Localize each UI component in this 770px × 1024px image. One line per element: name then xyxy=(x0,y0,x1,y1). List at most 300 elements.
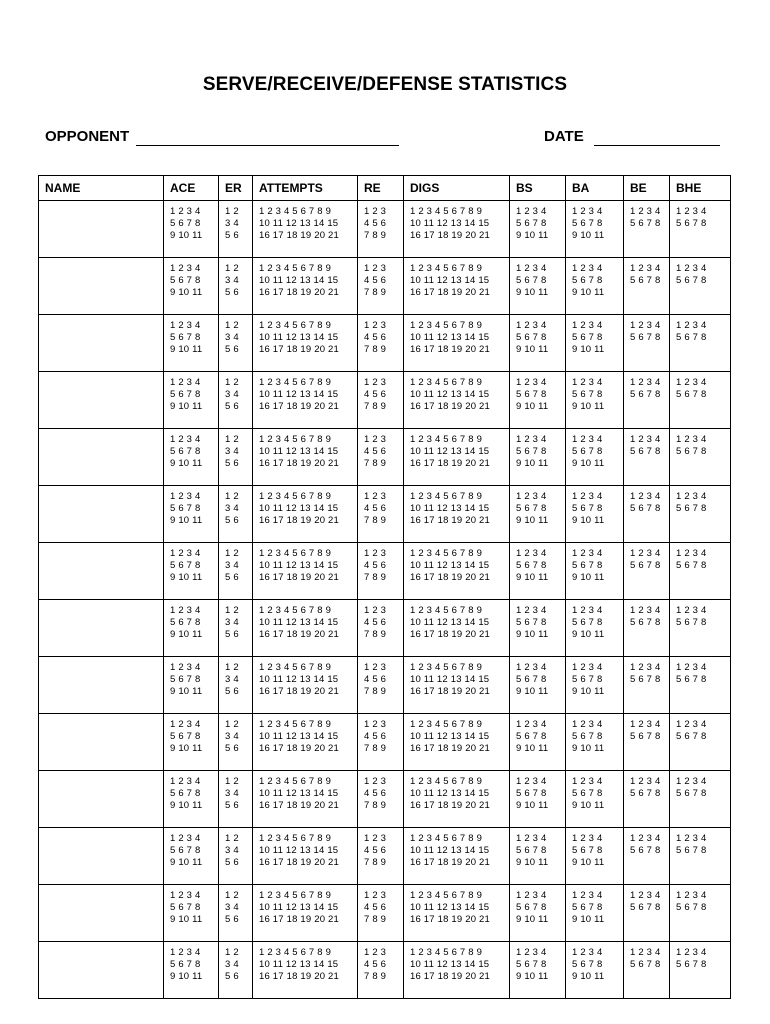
tally-numbers: 5 6 7 8 xyxy=(630,959,661,970)
tally-numbers: 1 2 3 4 xyxy=(676,320,707,331)
tally-numbers: 5 6 7 8 xyxy=(572,845,603,856)
tally-numbers: 1 2 3 4 xyxy=(572,263,603,274)
bs-cell[interactable] xyxy=(510,771,566,828)
bs-cell[interactable] xyxy=(510,315,566,372)
tally-numbers: 1 2 3 4 5 6 7 8 9 xyxy=(259,206,332,217)
digs-cell[interactable] xyxy=(404,885,510,942)
table-row xyxy=(39,486,731,543)
tally-numbers: 1 2 3 4 xyxy=(170,833,201,844)
tally-numbers: 1 2 3 4 xyxy=(630,776,661,787)
table-row xyxy=(39,429,731,486)
name-cell[interactable] xyxy=(39,942,164,999)
er-cell[interactable] xyxy=(219,828,253,885)
attempts-cell[interactable] xyxy=(253,372,358,429)
re-cell[interactable] xyxy=(358,885,404,942)
tally-numbers: 5 6 7 8 xyxy=(572,959,603,970)
tally-numbers: 3 4 xyxy=(225,617,239,628)
re-cell[interactable] xyxy=(358,771,404,828)
attempts-cell[interactable] xyxy=(253,771,358,828)
tally-numbers: 16 17 18 19 20 21 xyxy=(259,629,339,640)
ace-cell[interactable] xyxy=(164,201,219,258)
re-cell[interactable] xyxy=(358,201,404,258)
tally-numbers: 10 11 12 13 14 15 xyxy=(259,503,339,514)
header-ace: ACE xyxy=(164,176,219,201)
tally-numbers: 1 2 3 4 xyxy=(170,320,201,331)
tally-numbers: 5 6 7 8 xyxy=(516,674,547,685)
tally-numbers: 5 6 7 8 xyxy=(170,845,201,856)
tally-numbers: 5 6 xyxy=(225,971,239,982)
tally-numbers: 1 2 xyxy=(225,206,239,217)
ace-cell[interactable] xyxy=(164,885,219,942)
re-cell[interactable] xyxy=(358,258,404,315)
er-cell[interactable] xyxy=(219,714,253,771)
tally-numbers: 9 10 11 xyxy=(516,458,549,469)
bhe-cell[interactable] xyxy=(670,600,731,657)
tally-numbers: 5 6 7 8 xyxy=(630,731,661,742)
bhe-cell[interactable] xyxy=(670,543,731,600)
ba-cell[interactable] xyxy=(566,885,624,942)
ba-cell[interactable] xyxy=(566,429,624,486)
tally-numbers: 1 2 3 4 xyxy=(572,548,603,559)
er-cell[interactable] xyxy=(219,771,253,828)
header-bhe: BHE xyxy=(670,176,731,201)
bhe-cell[interactable] xyxy=(670,486,731,543)
tally-numbers: 10 11 12 13 14 15 xyxy=(410,275,490,286)
re-cell[interactable] xyxy=(358,942,404,999)
name-cell[interactable] xyxy=(39,315,164,372)
tally-numbers: 16 17 18 19 20 21 xyxy=(259,515,339,526)
be-cell[interactable] xyxy=(624,486,670,543)
attempts-cell[interactable] xyxy=(253,600,358,657)
tally-numbers: 9 10 11 xyxy=(170,230,203,241)
tally-numbers: 9 10 11 xyxy=(170,287,203,298)
tally-numbers: 1 2 3 4 xyxy=(630,377,661,388)
tally-numbers: 1 2 xyxy=(225,263,239,274)
tally-numbers: 1 2 3 4 xyxy=(676,605,707,616)
tally-numbers: 3 4 xyxy=(225,389,239,400)
tally-numbers: 5 6 7 8 xyxy=(516,446,547,457)
bhe-cell[interactable] xyxy=(670,714,731,771)
tally-numbers: 9 10 11 xyxy=(170,629,203,640)
tally-numbers: 5 6 7 8 xyxy=(572,503,603,514)
table-row xyxy=(39,657,731,714)
bhe-cell[interactable] xyxy=(670,315,731,372)
tally-numbers: 10 11 12 13 14 15 xyxy=(410,560,490,571)
tally-numbers: 5 6 xyxy=(225,914,239,925)
tally-numbers: 5 6 7 8 xyxy=(572,560,603,571)
tally-numbers: 1 2 3 4 5 6 7 8 9 xyxy=(259,719,332,730)
bhe-cell[interactable] xyxy=(670,828,731,885)
tally-numbers: 10 11 12 13 14 15 xyxy=(410,788,490,799)
name-cell[interactable] xyxy=(39,885,164,942)
tally-numbers: 1 2 3 4 5 6 7 8 9 xyxy=(410,776,483,787)
name-cell[interactable] xyxy=(39,543,164,600)
name-cell[interactable] xyxy=(39,714,164,771)
re-cell[interactable] xyxy=(358,543,404,600)
re-cell[interactable] xyxy=(358,600,404,657)
name-cell[interactable] xyxy=(39,828,164,885)
bhe-cell[interactable] xyxy=(670,258,731,315)
re-cell[interactable] xyxy=(358,657,404,714)
tally-numbers: 9 10 11 xyxy=(516,914,549,925)
tally-numbers: 1 2 3 4 5 6 7 8 9 xyxy=(259,377,332,388)
digs-cell[interactable] xyxy=(404,714,510,771)
ba-cell[interactable] xyxy=(566,714,624,771)
bhe-cell[interactable] xyxy=(670,771,731,828)
tally-numbers: 16 17 18 19 20 21 xyxy=(410,971,490,982)
tally-numbers: 3 4 xyxy=(225,332,239,343)
tally-numbers: 5 6 7 8 xyxy=(676,275,707,286)
tally-numbers: 1 2 xyxy=(225,833,239,844)
tally-numbers: 5 6 7 8 xyxy=(676,845,707,856)
ace-cell[interactable] xyxy=(164,600,219,657)
ba-cell[interactable] xyxy=(566,942,624,999)
bs-cell[interactable] xyxy=(510,372,566,429)
ba-cell[interactable] xyxy=(566,315,624,372)
re-cell[interactable] xyxy=(358,315,404,372)
tally-numbers: 1 2 xyxy=(225,434,239,445)
ace-cell[interactable] xyxy=(164,714,219,771)
attempts-cell[interactable] xyxy=(253,486,358,543)
tally-numbers: 1 2 3 4 xyxy=(630,491,661,502)
er-cell[interactable] xyxy=(219,942,253,999)
name-cell[interactable] xyxy=(39,600,164,657)
bhe-cell[interactable] xyxy=(670,429,731,486)
tally-numbers: 1 2 3 4 5 6 7 8 9 xyxy=(259,890,332,901)
tally-numbers: 5 6 7 8 xyxy=(516,788,547,799)
bs-cell[interactable] xyxy=(510,486,566,543)
bhe-cell[interactable] xyxy=(670,885,731,942)
tally-numbers: 1 2 3 xyxy=(364,434,387,445)
tally-numbers: 9 10 11 xyxy=(572,515,605,526)
bs-cell[interactable] xyxy=(510,942,566,999)
tally-numbers: 16 17 18 19 20 21 xyxy=(259,800,339,811)
tally-numbers: 9 10 11 xyxy=(170,515,203,526)
tally-numbers: 5 6 7 8 xyxy=(572,332,603,343)
ba-cell[interactable] xyxy=(566,771,624,828)
attempts-cell[interactable] xyxy=(253,828,358,885)
tally-numbers: 16 17 18 19 20 21 xyxy=(410,287,490,298)
digs-cell[interactable] xyxy=(404,201,510,258)
bs-cell[interactable] xyxy=(510,201,566,258)
ba-cell[interactable] xyxy=(566,258,624,315)
tally-numbers: 1 2 3 4 5 6 7 8 9 xyxy=(410,320,483,331)
be-cell[interactable] xyxy=(624,828,670,885)
be-cell[interactable] xyxy=(624,885,670,942)
bs-cell[interactable] xyxy=(510,828,566,885)
be-cell[interactable] xyxy=(624,429,670,486)
tally-numbers: 9 10 11 xyxy=(572,857,605,868)
tally-numbers: 3 4 xyxy=(225,503,239,514)
tally-numbers: 5 6 7 8 xyxy=(676,446,707,457)
tally-numbers: 10 11 12 13 14 15 xyxy=(410,389,490,400)
attempts-cell[interactable] xyxy=(253,942,358,999)
er-cell[interactable] xyxy=(219,201,253,258)
tally-numbers: 1 2 3 4 xyxy=(572,719,603,730)
tally-numbers: 1 2 3 xyxy=(364,263,387,274)
tally-numbers: 1 2 3 4 xyxy=(572,947,603,958)
tally-numbers: 1 2 3 4 xyxy=(170,605,201,616)
tally-numbers: 5 6 7 8 xyxy=(572,446,603,457)
tally-numbers: 9 10 11 xyxy=(572,629,605,640)
tally-numbers: 5 6 xyxy=(225,857,239,868)
opponent-field[interactable] xyxy=(136,145,399,146)
ace-cell[interactable] xyxy=(164,543,219,600)
er-cell[interactable] xyxy=(219,657,253,714)
tally-numbers: 5 6 7 8 xyxy=(676,788,707,799)
ace-cell[interactable] xyxy=(164,657,219,714)
tally-numbers: 1 2 3 xyxy=(364,377,387,388)
bs-cell[interactable] xyxy=(510,543,566,600)
digs-cell[interactable] xyxy=(404,372,510,429)
tally-numbers: 1 2 3 4 xyxy=(170,491,201,502)
tally-numbers: 5 6 7 8 xyxy=(630,560,661,571)
ba-cell[interactable] xyxy=(566,486,624,543)
ace-cell[interactable] xyxy=(164,771,219,828)
table-row xyxy=(39,942,731,999)
tally-numbers: 1 2 3 4 5 6 7 8 9 xyxy=(410,206,483,217)
tally-numbers: 7 8 9 xyxy=(364,629,387,640)
bhe-cell[interactable] xyxy=(670,201,731,258)
tally-numbers: 1 2 3 4 xyxy=(516,548,547,559)
tally-numbers: 5 6 7 8 xyxy=(170,560,201,571)
attempts-cell[interactable] xyxy=(253,885,358,942)
bhe-cell[interactable] xyxy=(670,657,731,714)
attempts-cell[interactable] xyxy=(253,543,358,600)
ace-cell[interactable] xyxy=(164,429,219,486)
tally-numbers: 7 8 9 xyxy=(364,743,387,754)
bs-cell[interactable] xyxy=(510,429,566,486)
re-cell[interactable] xyxy=(358,429,404,486)
tally-numbers: 9 10 11 xyxy=(516,971,549,982)
date-field[interactable] xyxy=(594,145,720,146)
table-row xyxy=(39,258,731,315)
tally-numbers: 16 17 18 19 20 21 xyxy=(259,344,339,355)
ace-cell[interactable] xyxy=(164,486,219,543)
ba-cell[interactable] xyxy=(566,201,624,258)
be-cell[interactable] xyxy=(624,372,670,429)
tally-numbers: 3 4 xyxy=(225,275,239,286)
tally-numbers: 16 17 18 19 20 21 xyxy=(259,971,339,982)
tally-numbers: 9 10 11 xyxy=(170,686,203,697)
bhe-cell[interactable] xyxy=(670,942,731,999)
tally-numbers: 9 10 11 xyxy=(516,686,549,697)
digs-cell[interactable] xyxy=(404,657,510,714)
tally-numbers: 9 10 11 xyxy=(572,971,605,982)
tally-numbers: 10 11 12 13 14 15 xyxy=(410,218,490,229)
tally-numbers: 1 2 3 4 xyxy=(516,377,547,388)
name-cell[interactable] xyxy=(39,258,164,315)
name-cell[interactable] xyxy=(39,429,164,486)
tally-numbers: 5 6 7 8 xyxy=(170,389,201,400)
tally-numbers: 5 6 7 8 xyxy=(630,218,661,229)
tally-numbers: 1 2 3 xyxy=(364,206,387,217)
tally-numbers: 1 2 3 4 xyxy=(630,206,661,217)
er-cell[interactable] xyxy=(219,429,253,486)
tally-numbers: 1 2 3 4 xyxy=(516,719,547,730)
tally-numbers: 1 2 3 4 xyxy=(676,890,707,901)
bs-cell[interactable] xyxy=(510,258,566,315)
tally-numbers: 4 5 6 xyxy=(364,389,387,400)
tally-numbers: 1 2 3 4 xyxy=(170,434,201,445)
tally-numbers: 9 10 11 xyxy=(572,230,605,241)
be-cell[interactable] xyxy=(624,600,670,657)
tally-numbers: 7 8 9 xyxy=(364,686,387,697)
attempts-cell[interactable] xyxy=(253,258,358,315)
tally-numbers: 5 6 7 8 xyxy=(516,218,547,229)
be-cell[interactable] xyxy=(624,771,670,828)
be-cell[interactable] xyxy=(624,315,670,372)
be-cell[interactable] xyxy=(624,543,670,600)
name-cell[interactable] xyxy=(39,657,164,714)
digs-cell[interactable] xyxy=(404,486,510,543)
tally-numbers: 1 2 3 xyxy=(364,719,387,730)
be-cell[interactable] xyxy=(624,201,670,258)
tally-numbers: 1 2 3 4 5 6 7 8 9 xyxy=(410,434,483,445)
name-cell[interactable] xyxy=(39,486,164,543)
ba-cell[interactable] xyxy=(566,372,624,429)
attempts-cell[interactable] xyxy=(253,429,358,486)
er-cell[interactable] xyxy=(219,600,253,657)
er-cell[interactable] xyxy=(219,885,253,942)
re-cell[interactable] xyxy=(358,714,404,771)
be-cell[interactable] xyxy=(624,942,670,999)
name-cell[interactable] xyxy=(39,372,164,429)
be-cell[interactable] xyxy=(624,258,670,315)
bs-cell[interactable] xyxy=(510,714,566,771)
tally-numbers: 10 11 12 13 14 15 xyxy=(410,902,490,913)
digs-cell[interactable] xyxy=(404,942,510,999)
tally-numbers: 4 5 6 xyxy=(364,218,387,229)
table-row xyxy=(39,771,731,828)
ba-cell[interactable] xyxy=(566,657,624,714)
tally-numbers: 10 11 12 13 14 15 xyxy=(259,446,339,457)
tally-numbers: 16 17 18 19 20 21 xyxy=(259,743,339,754)
tally-numbers: 5 6 7 8 xyxy=(516,731,547,742)
digs-cell[interactable] xyxy=(404,771,510,828)
tally-numbers: 10 11 12 13 14 15 xyxy=(259,218,339,229)
tally-numbers: 10 11 12 13 14 15 xyxy=(410,503,490,514)
re-cell[interactable] xyxy=(358,828,404,885)
er-cell[interactable] xyxy=(219,258,253,315)
tally-numbers: 10 11 12 13 14 15 xyxy=(259,275,339,286)
tally-numbers: 1 2 3 4 5 6 7 8 9 xyxy=(410,491,483,502)
name-cell[interactable] xyxy=(39,771,164,828)
tally-numbers: 10 11 12 13 14 15 xyxy=(410,959,490,970)
digs-cell[interactable] xyxy=(404,543,510,600)
tally-numbers: 4 5 6 xyxy=(364,332,387,343)
tally-numbers: 5 6 xyxy=(225,743,239,754)
bs-cell[interactable] xyxy=(510,600,566,657)
tally-numbers: 5 6 xyxy=(225,686,239,697)
tally-numbers: 1 2 3 4 xyxy=(630,263,661,274)
ace-cell[interactable] xyxy=(164,828,219,885)
tally-numbers: 10 11 12 13 14 15 xyxy=(410,845,490,856)
bhe-cell[interactable] xyxy=(670,372,731,429)
ace-cell[interactable] xyxy=(164,372,219,429)
ba-cell[interactable] xyxy=(566,543,624,600)
re-cell[interactable] xyxy=(358,486,404,543)
digs-cell[interactable] xyxy=(404,429,510,486)
tally-numbers: 9 10 11 xyxy=(516,401,549,412)
er-cell[interactable] xyxy=(219,486,253,543)
tally-numbers: 5 6 7 8 xyxy=(572,902,603,913)
er-cell[interactable] xyxy=(219,543,253,600)
tally-numbers: 9 10 11 xyxy=(572,287,605,298)
ba-cell[interactable] xyxy=(566,828,624,885)
digs-cell[interactable] xyxy=(404,600,510,657)
tally-numbers: 5 6 xyxy=(225,230,239,241)
tally-numbers: 1 2 3 4 xyxy=(630,947,661,958)
tally-numbers: 5 6 7 8 xyxy=(516,389,547,400)
tally-numbers: 10 11 12 13 14 15 xyxy=(259,959,339,970)
tally-numbers: 1 2 3 4 xyxy=(572,377,603,388)
digs-cell[interactable] xyxy=(404,258,510,315)
tally-numbers: 9 10 11 xyxy=(170,914,203,925)
ace-cell[interactable] xyxy=(164,258,219,315)
tally-numbers: 1 2 3 4 5 6 7 8 9 xyxy=(410,548,483,559)
tally-numbers: 5 6 7 8 xyxy=(170,275,201,286)
ace-cell[interactable] xyxy=(164,942,219,999)
tally-numbers: 1 2 3 4 xyxy=(572,320,603,331)
tally-numbers: 9 10 11 xyxy=(516,515,549,526)
tally-numbers: 5 6 7 8 xyxy=(676,674,707,685)
tally-numbers: 5 6 7 8 xyxy=(572,788,603,799)
attempts-cell[interactable] xyxy=(253,315,358,372)
attempts-cell[interactable] xyxy=(253,714,358,771)
tally-numbers: 9 10 11 xyxy=(516,230,549,241)
be-cell[interactable] xyxy=(624,714,670,771)
be-cell[interactable] xyxy=(624,657,670,714)
er-cell[interactable] xyxy=(219,372,253,429)
attempts-cell[interactable] xyxy=(253,657,358,714)
digs-cell[interactable] xyxy=(404,828,510,885)
tally-numbers: 5 6 7 8 xyxy=(676,560,707,571)
tally-numbers: 1 2 3 4 xyxy=(572,833,603,844)
tally-numbers: 1 2 3 4 xyxy=(572,434,603,445)
tally-numbers: 1 2 xyxy=(225,320,239,331)
tally-numbers: 1 2 3 4 xyxy=(170,776,201,787)
tally-numbers: 7 8 9 xyxy=(364,914,387,925)
name-cell[interactable] xyxy=(39,201,164,258)
re-cell[interactable] xyxy=(358,372,404,429)
tally-numbers: 5 6 7 8 xyxy=(516,845,547,856)
opponent-label: OPPONENT xyxy=(45,128,130,145)
ace-cell[interactable] xyxy=(164,315,219,372)
tally-numbers: 1 2 3 4 xyxy=(676,548,707,559)
tally-numbers: 1 2 3 4 xyxy=(516,605,547,616)
ba-cell[interactable] xyxy=(566,600,624,657)
tally-numbers: 9 10 11 xyxy=(170,971,203,982)
tally-numbers: 9 10 11 xyxy=(170,572,203,583)
digs-cell[interactable] xyxy=(404,315,510,372)
tally-numbers: 1 2 3 4 5 6 7 8 9 xyxy=(410,377,483,388)
tally-numbers: 5 6 7 8 xyxy=(630,617,661,628)
tally-numbers: 16 17 18 19 20 21 xyxy=(259,458,339,469)
bs-cell[interactable] xyxy=(510,657,566,714)
er-cell[interactable] xyxy=(219,315,253,372)
tally-numbers: 1 2 3 4 xyxy=(676,719,707,730)
tally-numbers: 5 6 7 8 xyxy=(572,218,603,229)
header-ba: BA xyxy=(566,176,624,201)
bs-cell[interactable] xyxy=(510,885,566,942)
tally-numbers: 5 6 7 8 xyxy=(170,731,201,742)
tally-numbers: 1 2 3 4 xyxy=(516,947,547,958)
attempts-cell[interactable] xyxy=(253,201,358,258)
tally-numbers: 5 6 7 8 xyxy=(516,503,547,514)
tally-numbers: 10 11 12 13 14 15 xyxy=(259,332,339,343)
tally-numbers: 10 11 12 13 14 15 xyxy=(259,788,339,799)
